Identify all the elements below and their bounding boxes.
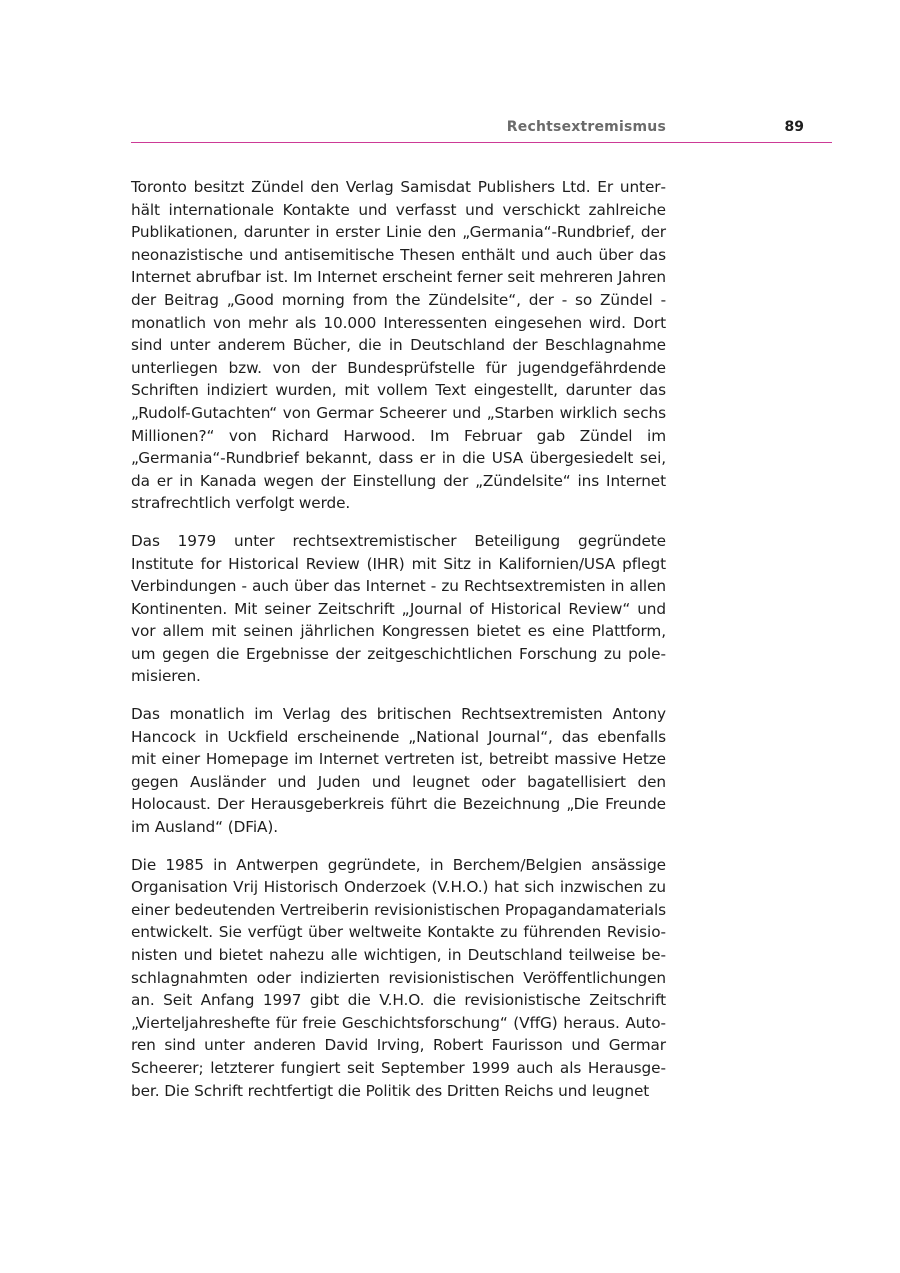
running-title: Rechtsextremismus bbox=[506, 119, 666, 135]
page-header bbox=[131, 114, 832, 143]
paragraph-ihr: Das 1979 unter rechtsextremistischer Beteiligung gegründete Institute for Historical Review (IHR) mit Sitz in Kalifornien/USA pflegt Verbindungen - auch über das Internet - zu Rechtsextremisten in allen Kontinenten. Mit seiner Zeitschrift „Journal of Historical Review“ und vor allem mit seinen jährlichen Kongressen bietet es eine Plattform, um gegen die Ergebnisse der zeitgeschichtlichen Forschung zu polemisieren. bbox=[131, 531, 666, 686]
paragraph-national-journal: Das monatlich im Verlag des britischen Rechtsextremisten Antony Hancock in Uckfield erscheinende „National Journal“, das ebenfalls mit einer Homepage im Internet vertreten ist, betreibt massive Hetze gegen Ausländer und Juden und leugnet oder bagatellisiert den Holocaust. Der Herausgeberkreis führt die Bezeichnung „Die Freunde im Ausland“ (DFiA). bbox=[131, 705, 666, 837]
body-text bbox=[131, 176, 666, 1117]
paragraph-vho: Die 1985 in Antwerpen gegründete, in Berchem/Belgien ansässige Organisation Vrij Historisch Onderzoek (V.H.O.) hat sich inzwischen zu einer bedeutenden Vertreiberin revisionistischen Propagandamaterials entwickelt. Sie verfügt über weltweite Kontakte zu führenden Revisionisten und bietet nahezu alle wichtigen, in Deutschland teilweise beschlagnahmten oder indizierten revisionistischen Veröffentlichungen an. Seit Anfang 1997 gibt die V.H.O. die revisionistische Zeitschrift „Vierteljahreshefte für freie Geschichtsforschung“ (VffG) heraus. Autoren sind unter anderen David Irving, Robert Faurisson und Germar Scheerer; letzterer fungiert seit September 1999 auch als Herausgeber. Die Schrift rechtfertigt die Politik des Dritten Reichs und leugnet bbox=[131, 855, 666, 1100]
page-number: 89 bbox=[784, 119, 804, 135]
paragraph-zuendel: Toronto besitzt Zündel den Verlag Samisdat Publishers Ltd. Er unterhält internationale Kontakte und verfasst und verschickt zahlreiche Publikationen, darunter in erster Linie den „Germania“-Rundbrief, der neonazistische und antisemitische Thesen enthält und auch über das Internet abrufbar ist. Im Internet erscheint ferner seit mehreren Jahren der Beitrag „Good morning from the Zündelsite“, der - so Zündel - monatlich von mehr als 10.000 Interessenten eingesehen wird. Dort sind unter anderem Bücher, die in Deutschland der Beschlagnahme unterliegen bzw. von der Bundesprüfstelle für jugendgefährdende Schriften indiziert wurden, mit vollem Text eingestellt, darunter das „Rudolf-Gutachten“ von Germar Scheerer und „Starben wirklich sechs Millionen?“ von Richard Harwood. Im Februar gab Zündel im „Germania“-Rundbrief bekannt, dass er in die USA übergesiedelt sei, da er in Kanada wegen der Einstellung der „Zündelsite“ ins Internet strafrechtlich verfolgt werde. bbox=[131, 178, 666, 513]
